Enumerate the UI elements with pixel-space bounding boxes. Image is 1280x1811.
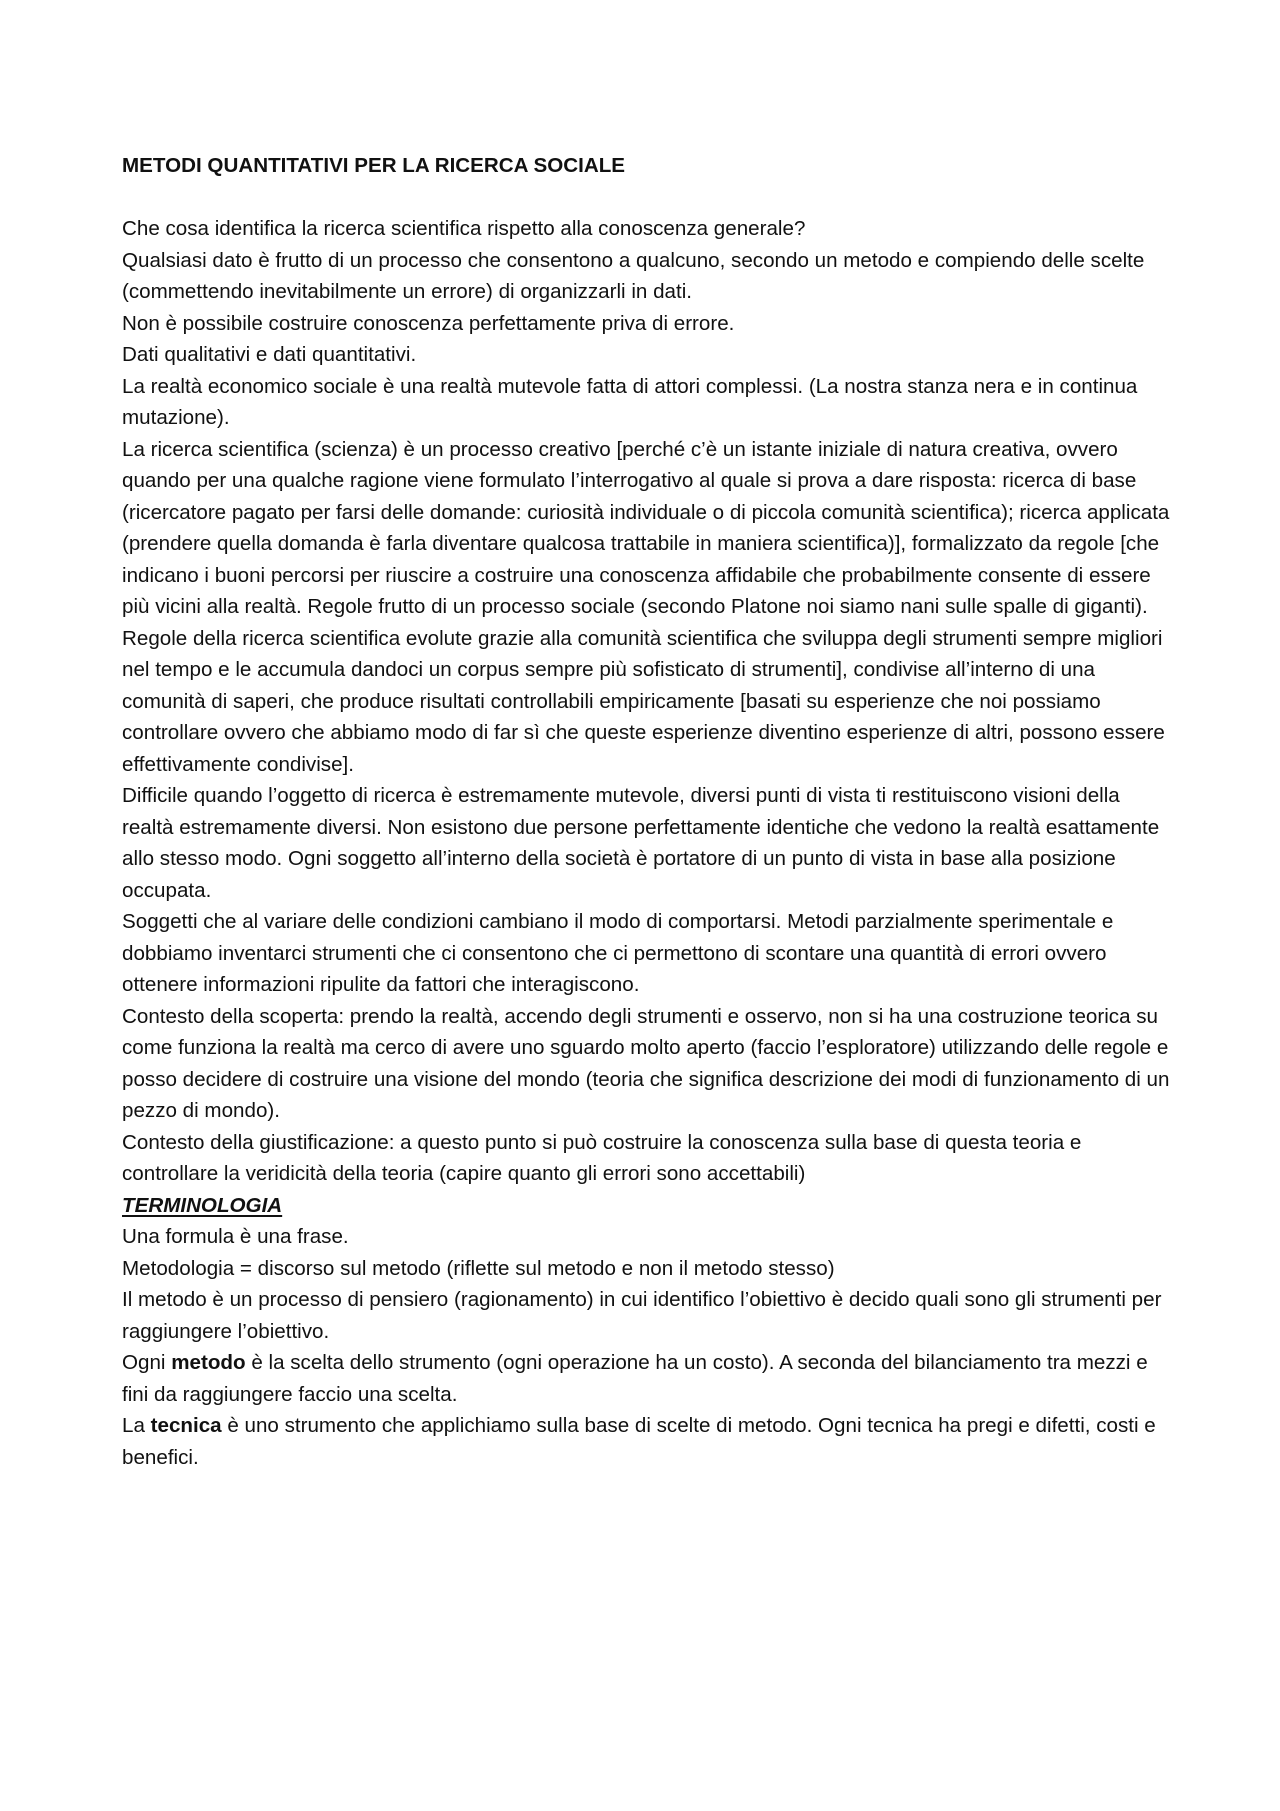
paragraph-question: Che cosa identifica la ricerca scientifica rispetto alla conoscenza generale? (122, 217, 806, 240)
paragraph-dato: Qualsiasi dato è frutto di un processo che consentono a qualcuno, secondo un metodo e compiendo delle scelte (commettendo inevitabilmente un errore) di organizzarli in dati. (122, 248, 1145, 303)
paragraph-soggetti: Soggetti che al variare delle condizioni cambiano il modo di comportarsi. Metodi parzialmente sperimentale e dobbiamo inventarci strumenti che ci consentono che ci permettono di scontare una quantità di errori ovvero ottenere informazioni ripulite da fattori che interagiscono. (122, 910, 1114, 996)
terminology-formula: Una formula è una frase. (122, 1225, 349, 1248)
paragraph-difficile: Difficile quando l’oggetto di ricerca è estremamente mutevole, diversi punti di vista ti restituiscono visioni della realtà estremamente diversi. Non esistono due persone perfettamente identiche che vedono la realtà esattamente allo stesso modo. Ogni soggetto all’interno della società è portatore di un punto di vista in base alla posizione occupata. (122, 784, 1160, 902)
tecnica-prefix: La (122, 1414, 151, 1437)
paragraph-contesto-scoperta: Contesto della scoperta: prendo la realtà, accendo degli strumenti e osservo, non si ha una costruzione teorica su come funziona la realtà ma cerco di avere uno sguardo molto aperto (faccio l’esploratore) utilizzando delle regole e posso decidere di costruire una visione del mondo (teoria che significa descrizione dei modi di funzionamento di un pezzo di mondo). (122, 1004, 1170, 1122)
tecnica-bold-term: tecnica (150, 1414, 222, 1437)
blank-line (122, 182, 1170, 214)
metodo-suffix: è la scelta dello strumento (ogni operazione ha un costo). A seconda del bilanciamento tra mezzi e fini da raggiungere faccio una scelta. (122, 1351, 1148, 1406)
paragraph-ricerca-scientifica: La ricerca scientifica (scienza) è un processo creativo [perché c’è un istante iniziale di natura creativa, ovvero quando per una qualche ragione viene formulato l’interrogativo al quale si prova a dare risposta: ricerca di base (ricercatore pagato per farsi delle domande: curiosità individuale o di piccola comunità scientifica); ricerca applicata (prendere quella domanda è farla diventare qualcosa trattabile in maniera scientifica)], formalizzato da regole [che indicano i buoni percorsi per riuscire a costruire una conoscenza affidabile che probabilmente consente di essere più vicini alla realtà. Regole frutto di un processo sociale (secondo Platone noi siamo nani sulle spalle di giganti). Regole della ricerca scientifica evolute grazie alla comunità scientifica che sviluppa degli strumenti sempre migliori nel tempo e le accumula dandoci un corpus sempre più sofisticato di strumenti], condivise all’interno di una comunità di saperi, che produce risultati controllabili empiricamente [basati su esperienze che noi possiamo controllare ovvero che abbiamo modo di far sì che queste esperienze diventino esperienze di altri, possono essere effettivamente condivise]. (122, 437, 1170, 776)
terminology-metodo (122, 1347, 1170, 1410)
terminology-metodo-processo: Il metodo è un processo di pensiero (ragionamento) in cui identifico l’obiettivo è decido quali sono gli strumenti per raggiungere l’obiettivo. (122, 1288, 1162, 1343)
paragraph-realta: La realtà economico sociale è una realtà mutevole fatta di attori complessi. (La nostra stanza nera e in continua mutazione). (122, 374, 1138, 429)
document-title: METODI QUANTITATIVI PER LA RICERCA SOCIALE (122, 154, 626, 177)
terminology-metodologia: Metodologia = discorso sul metodo (riflette sul metodo e non il metodo stesso) (122, 1256, 835, 1280)
paragraph-dati: Dati qualitativi e dati quantitativi. (122, 343, 417, 366)
tecnica-suffix: è uno strumento che applichiamo sulla base di scelte di metodo. Ogni tecnica ha pregi e difetti, costi e benefici. (122, 1414, 1156, 1469)
paragraph-contesto-giustificazione: Contesto della giustificazione: a questo punto si può costruire la conoscenza sulla base di questa teoria e controllare la veridicità della teoria (capire quanto gli errori sono accettabili) (122, 1130, 1082, 1185)
metodo-bold-term: metodo (171, 1351, 246, 1374)
terminology-heading: TERMINOLOGIA (122, 1193, 283, 1217)
paragraph-errore: Non è possibile costruire conoscenza perfettamente priva di errore. (122, 311, 735, 335)
terminology-tecnica (122, 1410, 1170, 1473)
metodo-prefix: Ogni (122, 1351, 172, 1374)
document-page (122, 150, 1170, 1473)
